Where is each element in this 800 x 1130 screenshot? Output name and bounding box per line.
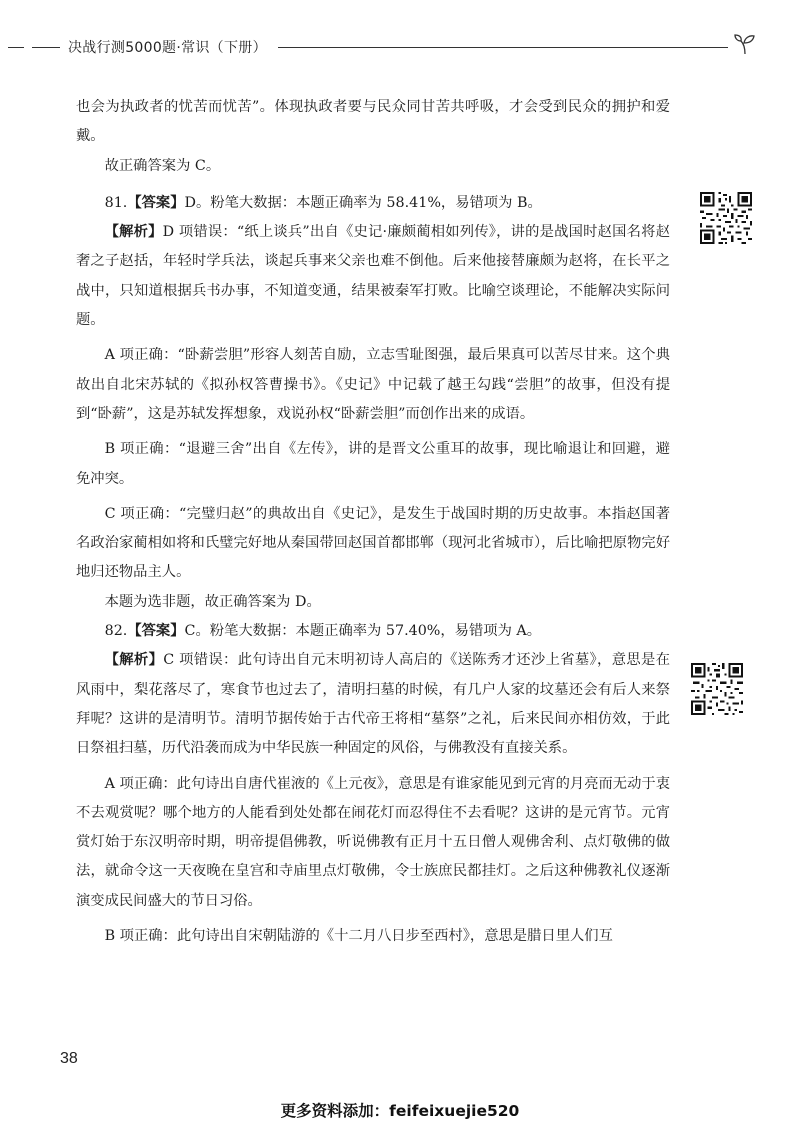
paragraph: C 项正确：“完璧归赵”的典故出自《史记》，是发生于战国时期的历史故事。本指赵国著名政治家蔺相如将和氏璧完好地从秦国带回赵国首都邯郸（现河北省城市），后比喻把原物完好地归还物品主人。 [76, 505, 670, 581]
header-dash [8, 47, 24, 48]
page-body [76, 93, 670, 951]
footer-note: 更多资料添加：feifeixuejie520 [280, 1102, 520, 1120]
qr-code-icon[interactable] [691, 663, 743, 715]
analysis-tag: 【解析】 [104, 224, 163, 241]
header-dash [32, 47, 60, 48]
answer-text: D。粉笔大数据：本题正确率为 58.41%，易错项为 B。 [184, 194, 542, 211]
question-number: 82. [104, 623, 128, 640]
paragraph: 也会为执政者的忧苦而忧苦”。体现执政者要与民众同甘苦共呼吸，才会受到民众的拥护和爱戴。 [76, 99, 670, 145]
answer-82 [76, 617, 670, 646]
paragraph: 故正确答案为 C。 [104, 157, 221, 174]
paragraph: 【解析】C 项错误：此句诗出自元末明初诗人高启的《送陈秀才还沙上省墓》，意思是在风雨中，梨花落尽了，寒食节也过去了，清明扫墓的时候，有几户人家的坟墓还会有后人来祭拜呢？这讲的是清明节。清明节据传始于古代帝王将相“墓祭”之礼，后来民间亦相仿效，于此日祭祖扫墓，历代沿袭而成为中华民族一种固定的风俗，与佛教没有直接关系。 [76, 652, 670, 757]
paragraph: A 项正确：此句诗出自唐代崔液的《上元夜》，意思是有谁家能见到元宵的月亮而无动于衷不去观赏呢？哪个地方的人能看到处处都在闹花灯而忍得住不去看呢？这讲的是元宵节。元宵赏灯始于东汉明帝时期，明帝提倡佛教，听说佛教有正月十五日僧人观佛舍利、点灯敬佛的做法，就命令这一天夜晚在皇宫和寺庙里点灯敬佛，令士族庶民都挂灯。之后这种佛教礼仪逐渐演变成民间盛大的节日习俗。 [76, 775, 670, 909]
answer-tag: 【答案】 [127, 194, 185, 211]
paragraph: 【解析】D 项错误：“纸上谈兵”出自《史记·廉颇蔺相如列传》，讲的是战国时赵国名将赵奢之子赵括，年轻时学兵法，谈起兵事来父亲也难不倒他。后来他接替廉颇为赵将，在长平之战中，只知道根据兵书办事，不知道变通，结果被秦军打败。比喻空谈理论，不能解决实际问题。 [76, 224, 670, 329]
paragraph: 本题为选非题，故正确答案为 D。 [104, 593, 321, 610]
answer-text: C。粉笔大数据：本题正确率为 57.40%，易错项为 A。 [184, 623, 542, 640]
paragraph: B 项正确：此句诗出自宋朝陆游的《十二月八日步至西村》，意思是腊日里人们互 [104, 928, 613, 945]
question-number: 81. [104, 194, 128, 211]
paragraph: A 项正确：“卧薪尝胆”形容人刻苦自励，立志雪耻图强，最后果真可以苦尽甘来。这个典故出自北宋苏轼的《拟孙权答曹操书》。《史记》中记载了越王勾践“尝胆”的故事，但没有提到“卧薪”，这是苏轼发挥想象，戏说孙权“卧薪尝胆”而创作出来的成语。 [76, 347, 670, 422]
page-number: 38 [60, 1050, 78, 1067]
answer-81 [76, 189, 670, 218]
answer-tag: 【答案】 [127, 623, 185, 640]
paragraph: B 项正确：“退避三舍”出自《左传》，讲的是晋文公重耳的故事，现比喻退让和回避，避免冲突。 [76, 441, 670, 487]
running-header [0, 36, 800, 60]
header-rule [278, 47, 728, 48]
header-title: 决战行测5000题·常识（下册） [68, 40, 267, 56]
analysis-tag: 【解析】 [104, 652, 164, 669]
qr-code-icon[interactable] [700, 192, 752, 244]
sprout-icon [732, 30, 758, 56]
